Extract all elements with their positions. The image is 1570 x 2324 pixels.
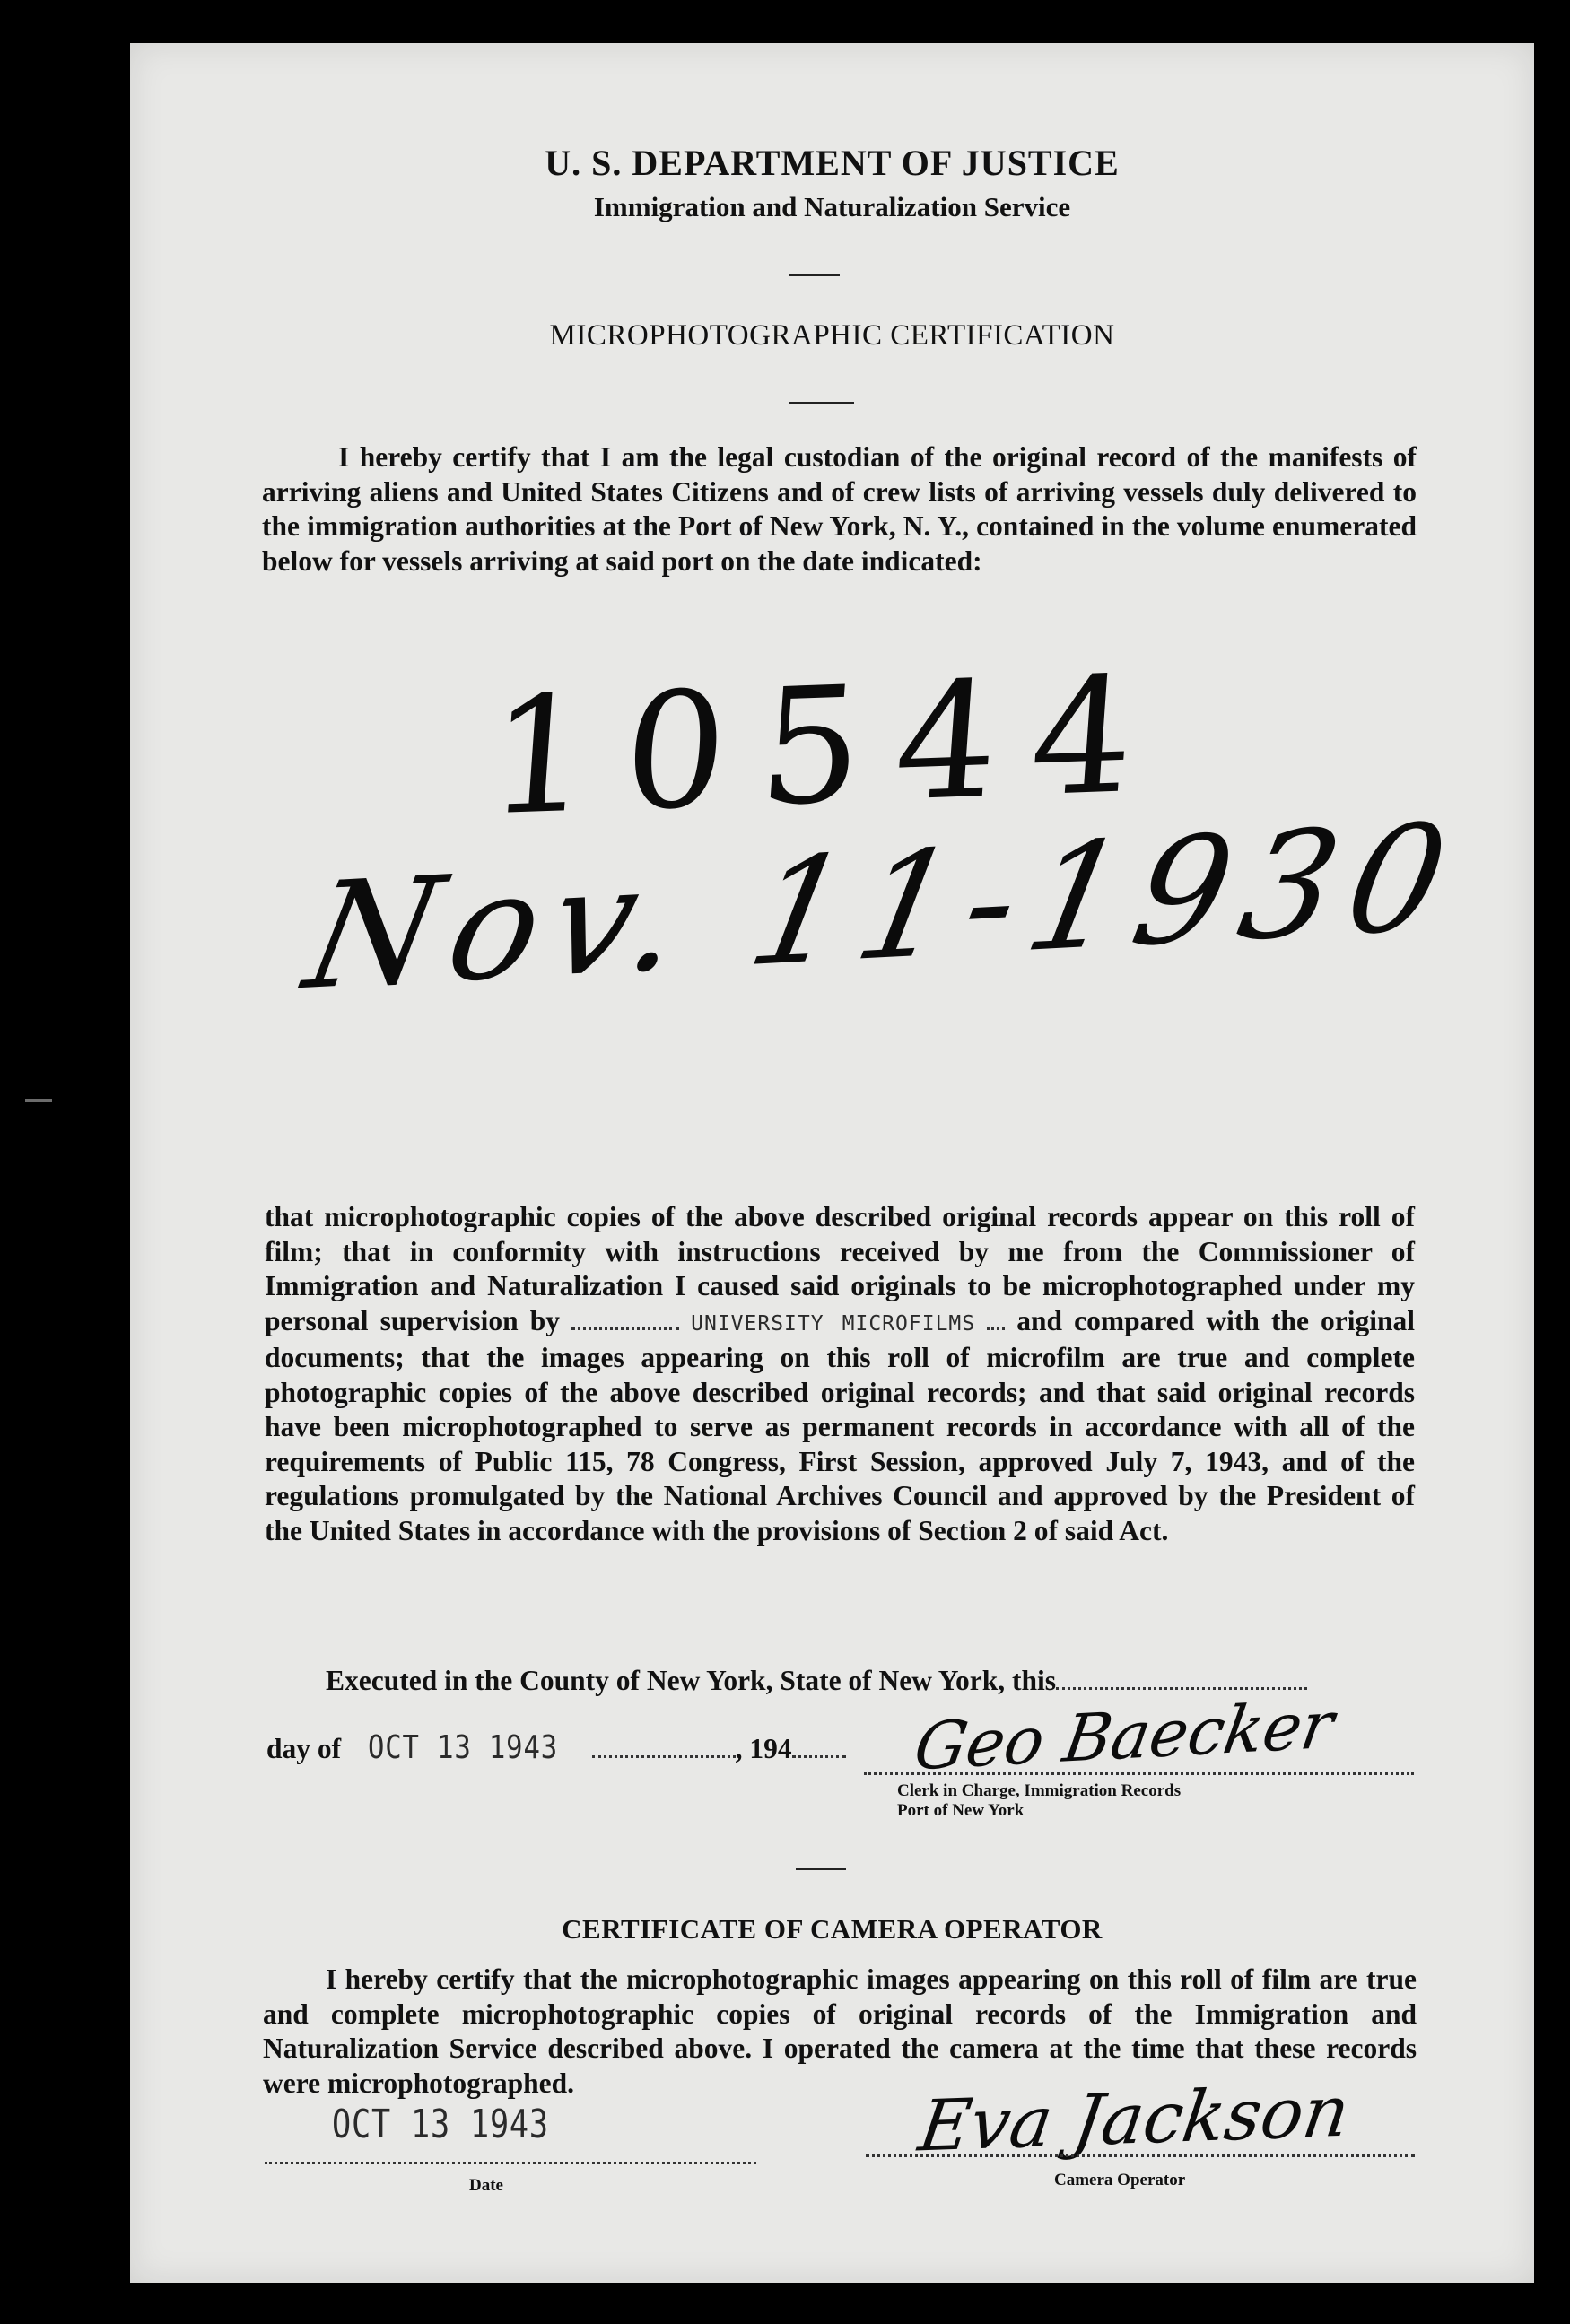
date-line bbox=[265, 2162, 756, 2164]
execution-date-stamp: OCT 13 1943 bbox=[368, 1729, 559, 1766]
camera-operator-label: Camera Operator bbox=[1054, 2171, 1186, 2189]
day-of-label: day of bbox=[266, 1733, 342, 1764]
body-paragraph bbox=[265, 1200, 1415, 1548]
body-text-part2: and compared with the original documents; that the images appearing on this roll of microfilm are true and complete photographic copies of the above described original records; and that said original records have been microphotographed to serve as permanent records in accordance with all of the requirements of Public 115, 78 Congress, First Session, approved July 7, 1943, and of the regulations promulgated by the National Archives Council and approved by the President of the United States in accordance with the provisions of Section 2 of said Act. bbox=[265, 1304, 1416, 1546]
divider bbox=[796, 1868, 846, 1870]
day-of-line bbox=[266, 1729, 846, 1766]
certification-title: MICROPHOTOGRAPHIC CERTIFICATION bbox=[549, 319, 1115, 352]
clerk-title-line2: Port of New York bbox=[897, 1801, 1025, 1820]
certificate-sheet bbox=[130, 43, 1534, 2283]
dotted-leader bbox=[592, 1734, 736, 1758]
service-subheading: Immigration and Naturalization Service bbox=[593, 191, 1071, 222]
divider bbox=[789, 402, 854, 404]
clerk-title bbox=[897, 1781, 1181, 1821]
filmed-by-stamp: UNIVERSITY MICROFILMS bbox=[691, 1311, 976, 1336]
dotted-leader bbox=[792, 1734, 846, 1758]
year-prefix: , 194 bbox=[735, 1733, 792, 1764]
camera-operator-paragraph: I hereby certify that the microphotographic images appearing on this roll of film are true and complete microphotographic copies of original records of the Immigration and Naturalization Service described above. I operated the camera at the time that these records were microphotographed. bbox=[263, 1963, 1417, 2099]
operator-signature: Eva Jackson bbox=[913, 2071, 1355, 2168]
body-text-part1: that microphotographic copies of the above described original records appear on this roll of film; that in conformity with instructions received by me from the Commissioner of Immigration and Naturalization I caused said originals to be microphotographed under my personal supervision by bbox=[265, 1201, 1415, 1336]
dotted-leader bbox=[987, 1306, 1005, 1330]
divider bbox=[789, 274, 840, 276]
executed-line bbox=[326, 1665, 1307, 1697]
operator-signature-line bbox=[866, 2154, 1415, 2157]
department-heading: U. S. DEPARTMENT OF JUSTICE bbox=[545, 143, 1120, 183]
dotted-leader bbox=[1056, 1666, 1307, 1690]
intro-paragraph: I hereby certify that I am the legal custodian of the original record of the manifests of arriving aliens and United States Citizens and of crew lists of arriving vessels duly delivered to the immigration authorities at the Port of New York, N. Y., contained in the volume enumerated below for vessels arriving at said port on the date indicated: bbox=[262, 441, 1417, 577]
clerk-signature-line bbox=[864, 1772, 1414, 1775]
clerk-signature: Geo Baecker bbox=[909, 1686, 1339, 1785]
dotted-leader bbox=[571, 1306, 679, 1330]
clerk-title-line1: Clerk in Charge, Immigration Records bbox=[897, 1781, 1182, 1800]
film-speck bbox=[25, 1099, 52, 1102]
handwritten-arrival-date: Nov. 11-1930 bbox=[293, 792, 1474, 1023]
date-label: Date bbox=[469, 2176, 503, 2195]
operator-date-stamp: OCT 13 1943 bbox=[332, 2102, 549, 2147]
handwritten-volume-number: 10544 bbox=[482, 640, 1174, 851]
executed-text: Executed in the County of New York, State of New York, this bbox=[326, 1665, 1057, 1696]
camera-operator-title: CERTIFICATE OF CAMERA OPERATOR bbox=[562, 1913, 1103, 1945]
